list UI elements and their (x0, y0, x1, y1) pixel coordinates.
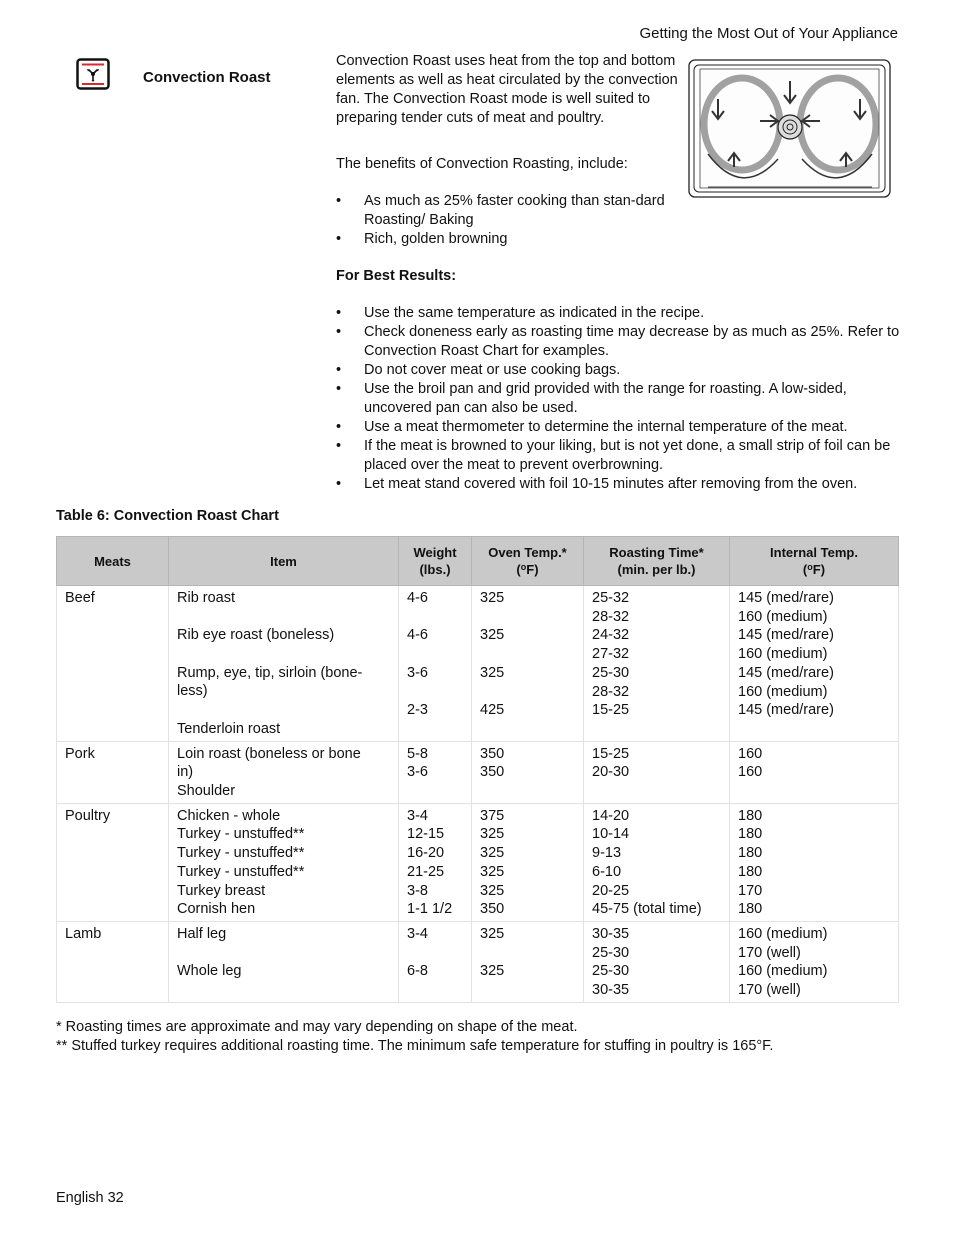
item-cell: Half leg Whole leg (169, 921, 399, 1002)
footnote-roasting-times: * Roasting times are approximate and may vary depending on shape of the meat. (56, 1019, 578, 1035)
header-weight: Weight (lbs.) (399, 537, 472, 586)
list-item: • Use a meat thermometer to determine the internal temperature of the meat. (336, 419, 848, 435)
oven-temp-cell: 350 350 (472, 741, 584, 803)
table-row (57, 586, 899, 742)
meat-cell: Pork (57, 741, 169, 803)
roasting-time-cell: 14-20 10-14 9-13 6-10 20-25 45-75 (total time) (584, 803, 730, 921)
running-header: Getting the Most Out of Your Appliance (639, 25, 898, 42)
table-row (57, 741, 899, 803)
internal-temp-cell: 145 (med/rare) 160 (medium) 145 (med/rare) 160 (medium) 145 (med/rare) 160 (medium) 145 (med/rare) (730, 586, 899, 742)
list-item: • Use the broil pan and grid provided with the range for roasting. A low-sided, uncovered pan can also be used. (336, 381, 847, 416)
best-results-title: For Best Results: (336, 268, 457, 284)
convection-roast-table (56, 536, 899, 1003)
page-number: English 32 (56, 1190, 124, 1206)
header-oven-temp: Oven Temp.* ($^o$F) (472, 537, 584, 586)
weight-cell: 3-4 12-15 16-20 21-25 3-8 1-1 1/2 (399, 803, 472, 921)
section-title: Convection Roast (143, 69, 271, 86)
weight-cell: 4-6 4-6 3-6 2-3 (399, 586, 472, 742)
intro-paragraph: Convection Roast uses heat from the top and bottom elements as well as heat circulated by the convection fan. The Convection Roast mode is well suited to preparing tender cuts of meat and poultry. (336, 53, 678, 126)
internal-temp-cell: 160 (medium) 170 (well) 160 (medium) 170 (well) (730, 921, 899, 1002)
item-cell: Chicken - whole Turkey - unstuffed** Turkey - unstuffed** Turkey - unstuffed** Turkey breast Cornish hen (169, 803, 399, 921)
footnote-stuffed-turkey: ** Stuffed turkey requires additional roasting time. The minimum safe temperature for stuffing in poultry is 165°F. (56, 1038, 774, 1054)
tips-list (336, 304, 901, 494)
benefits-list (336, 192, 666, 249)
header-internal-temp: Internal Temp. ($^o$F) (730, 537, 899, 586)
list-item: • Do not cover meat or use cooking bags. (336, 362, 621, 378)
list-item: • Check doneness early as roasting time may decrease by as much as 25%. Refer to Convection Roast Chart for examples. (336, 324, 900, 359)
header-meats: Meats (57, 537, 169, 586)
table-row (57, 803, 899, 921)
meat-cell: Lamb (57, 921, 169, 1002)
meat-cell: Beef (57, 586, 169, 742)
item-cell: Rib roast Rib eye roast (boneless) Rump, eye, tip, sirloin (bone- less) Tenderloin roast (169, 586, 399, 742)
weight-cell: 5-8 3-6 (399, 741, 472, 803)
oven-temp-cell: 375 325 325 325 325 350 (472, 803, 584, 921)
header-roasting-time: Roasting Time* (min. per lb.) (584, 537, 730, 586)
list-item: • If the meat is browned to your liking, but is not yet done, a small strip of foil can be placed over the meat to prevent overbrowning. (336, 438, 891, 473)
convection-fan-icon (76, 58, 110, 90)
list-item: • As much as 25% faster cooking than stan-dard Roasting/ Baking (336, 193, 665, 228)
oven-temp-cell: 325 325 325 425 (472, 586, 584, 742)
list-item: • Use the same temperature as indicated in the recipe. (336, 305, 705, 321)
weight-cell: 3-4 6-8 (399, 921, 472, 1002)
oven-airflow-illustration (688, 59, 891, 198)
table-row (57, 921, 899, 1002)
roasting-time-cell: 15-25 20-30 (584, 741, 730, 803)
oven-temp-cell: 325 325 (472, 921, 584, 1002)
list-item: • Rich, golden browning (336, 231, 508, 247)
internal-temp-cell: 160 160 (730, 741, 899, 803)
table-caption: Table 6: Convection Roast Chart (56, 508, 279, 524)
table-header-row (57, 537, 899, 586)
item-cell: Loin roast (boneless or bone in) Shoulder (169, 741, 399, 803)
roasting-time-cell: 30-35 25-30 25-30 30-35 (584, 921, 730, 1002)
header-item: Item (169, 537, 399, 586)
roasting-time-cell: 25-32 28-32 24-32 27-32 25-30 28-32 15-25 (584, 586, 730, 742)
list-item: • Let meat stand covered with foil 10-15 minutes after removing from the oven. (336, 476, 858, 492)
internal-temp-cell: 180 180 180 180 170 180 (730, 803, 899, 921)
benefits-intro: The benefits of Convection Roasting, include: (336, 156, 628, 172)
meat-cell: Poultry (57, 803, 169, 921)
